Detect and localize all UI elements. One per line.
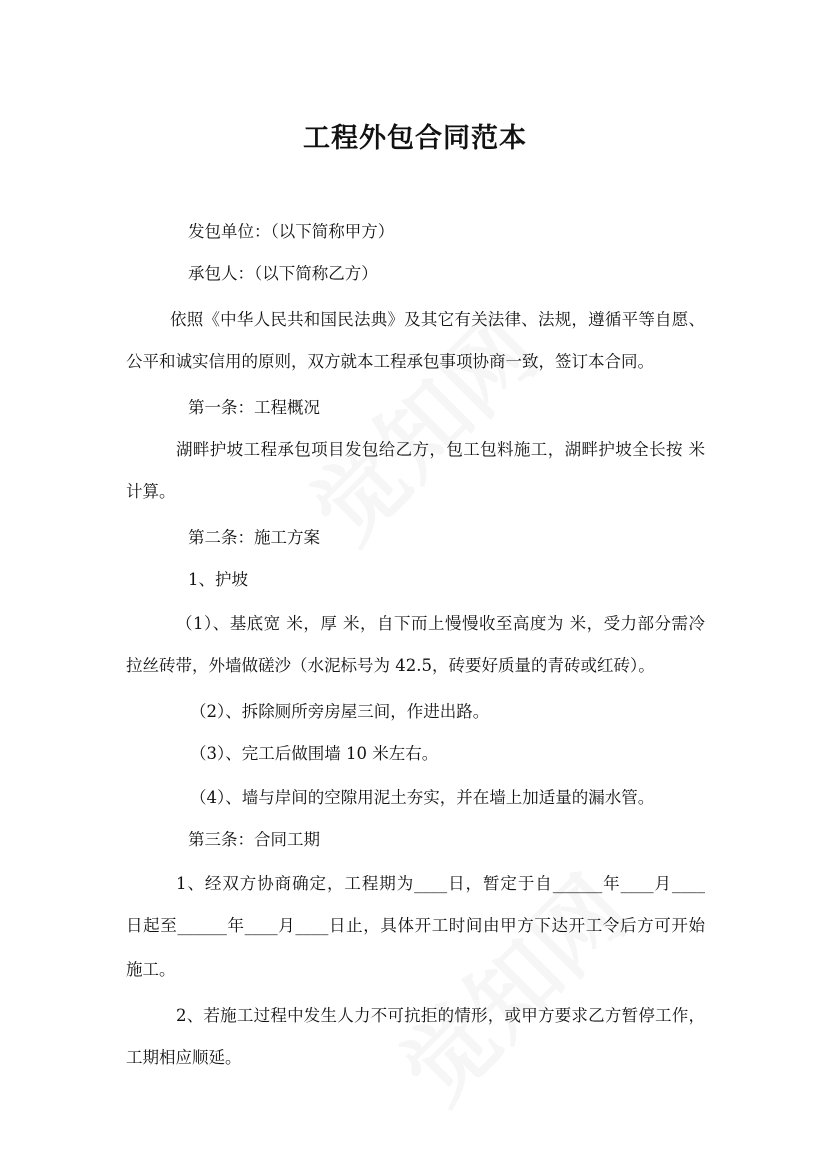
section-heading: 第一条：工程概况 bbox=[188, 398, 320, 417]
document-title: 工程外包合同范本 bbox=[303, 123, 527, 154]
watermark bbox=[384, 859, 646, 1121]
list-item: （4）、墙与岸间的空隙用泥土夯实，并在墙上加适量的漏水管。 bbox=[190, 788, 655, 807]
paragraph-line: 公平和诚实信用的原则，双方就本工程承包事项协商一致，签订本合同。 bbox=[126, 352, 654, 371]
paragraph-line: 施工。 bbox=[126, 960, 176, 979]
list-item: （3）、完工后做围墙 10 米左右。 bbox=[190, 744, 439, 763]
paragraph-line: 拉丝砖带，外墙做磋沙（水泥标号为 42.5，砖要好质量的青砖或红砖）。 bbox=[126, 656, 655, 675]
subsection-heading: 1、护坡 bbox=[188, 570, 248, 589]
list-item: （2）、拆除厕所旁房屋三间，作进出路。 bbox=[190, 702, 490, 721]
paragraph-line: 湖畔护坡工程承包项目发包给乙方，包工包料施工，湖畔护坡全长按 米 bbox=[176, 440, 705, 459]
watermark bbox=[294, 299, 556, 561]
section-heading: 第三条：合同工期 bbox=[188, 830, 320, 849]
paragraph-line: 依照《中华人民共和国民法典》及其它有关法律、法规，遵循平等自愿、 bbox=[170, 310, 705, 329]
section-heading: 第二条：施工方案 bbox=[188, 528, 320, 547]
party-a-line: 发包单位：（以下简称甲方） bbox=[188, 222, 395, 241]
paragraph-line: （1）、基底宽 米，厚 米，自下而上慢慢收至高度为 米，受力部分需冷 bbox=[176, 614, 705, 633]
paragraph-line: 计算。 bbox=[126, 482, 176, 501]
paragraph-line: 日起至______年____月____日止，具体开工时间由甲方下达开工令后方可开始 bbox=[126, 916, 705, 935]
paragraph-line: 工期相应顺延。 bbox=[126, 1048, 242, 1067]
paragraph-line: 1、经双方协商确定，工程期为____日，暂定于自______年____月____ bbox=[176, 874, 705, 893]
party-b-line: 承包人：（以下简称乙方） bbox=[188, 264, 378, 283]
paragraph-line: 2、若施工过程中发生人力不可抗拒的情形，或甲方要求乙方暂停工作， bbox=[176, 1006, 705, 1025]
